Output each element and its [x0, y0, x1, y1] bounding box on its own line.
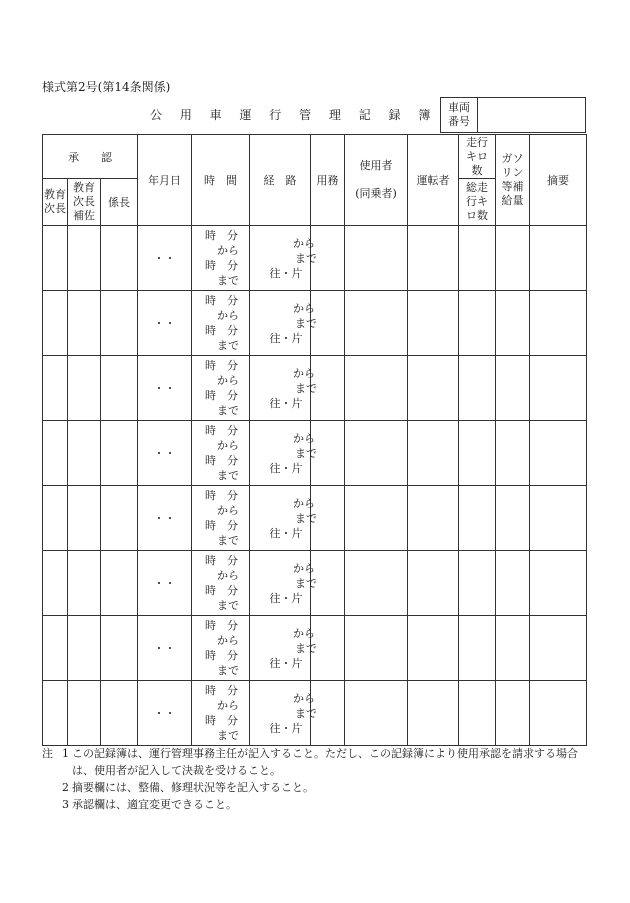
date-placeholder: ・・: [153, 382, 176, 395]
approver-2-cell[interactable]: [68, 291, 101, 356]
time-line: から: [206, 569, 239, 582]
route-cell[interactable]: [250, 421, 317, 486]
date-cell[interactable]: [138, 356, 192, 421]
approver-2-cell[interactable]: [68, 486, 101, 551]
distance-cell[interactable]: [459, 616, 496, 681]
purpose-header: 用務: [311, 135, 345, 226]
note-1: [42, 745, 592, 779]
log-row: [43, 226, 587, 291]
date-placeholder: ・・: [153, 642, 176, 655]
vehicle-number-box: [440, 97, 586, 133]
vehicle-number-label: [441, 98, 478, 133]
fuel-cell[interactable]: [496, 226, 530, 291]
approver-2-cell[interactable]: [68, 226, 101, 291]
distance-cell[interactable]: [459, 681, 496, 746]
fuel-cell[interactable]: [496, 616, 530, 681]
approver-1-cell[interactable]: [43, 616, 68, 681]
note-text: 摘要欄には、整備、修理状況等を記入すること。: [72, 781, 314, 794]
time-cell[interactable]: [192, 551, 250, 616]
time-line: 時 分: [205, 584, 238, 597]
time-line: 時 分: [205, 359, 238, 372]
date-cell[interactable]: [138, 486, 192, 551]
route-line: まで: [284, 511, 317, 525]
route-line: から: [282, 561, 315, 575]
time-line: 時 分: [205, 649, 238, 662]
approver-2-header: [68, 179, 101, 226]
page-title: 公 用 車 運 行 管 理 記 録 簿: [150, 108, 438, 122]
distance-header-text: 走行キロ数: [466, 135, 488, 177]
log-row: [43, 681, 587, 746]
time-line: まで: [206, 469, 239, 482]
approver-3-cell[interactable]: [101, 681, 138, 746]
total-distance-text: 総走行キロ数: [466, 181, 488, 222]
approver-1-header: [43, 179, 68, 226]
note-number: 2: [62, 781, 69, 794]
total-distance-header: [459, 179, 496, 226]
distance-cell[interactable]: [459, 486, 496, 551]
route-line: 往・片: [269, 266, 303, 280]
user-cell[interactable]: [345, 226, 408, 291]
fuel-cell[interactable]: [496, 551, 530, 616]
time-line: まで: [206, 274, 239, 287]
approver-2-cell[interactable]: [68, 421, 101, 486]
fuel-cell[interactable]: [496, 356, 530, 421]
log-table: [42, 134, 587, 746]
time-line: 時 分: [205, 489, 238, 502]
fuel-cell[interactable]: [496, 291, 530, 356]
time-line: 時 分: [205, 229, 238, 242]
route-line: から: [282, 366, 315, 380]
time-line: から: [206, 309, 239, 322]
time-cell[interactable]: [192, 291, 250, 356]
date-cell[interactable]: [138, 421, 192, 486]
time-line: から: [206, 439, 239, 452]
log-row: [43, 551, 587, 616]
note-text: この記録簿は、運行管理事務主任が記入すること。ただし、この記録簿により使用承認を請求する場合は、使用者が記入して決裁を受けること。: [72, 747, 578, 777]
approver-3-cell[interactable]: [101, 291, 138, 356]
user-cell[interactable]: [345, 681, 408, 746]
time-line: 時 分: [205, 454, 238, 467]
route-line: から: [282, 431, 315, 445]
approver-1-cell[interactable]: [43, 291, 68, 356]
time-line: 時 分: [205, 294, 238, 307]
remarks-cell[interactable]: [530, 486, 587, 551]
note-2: [42, 779, 592, 796]
route-line: 往・片: [269, 656, 303, 670]
route-cell[interactable]: [250, 226, 317, 291]
route-line: 往・片: [269, 591, 303, 605]
remarks-cell[interactable]: [530, 421, 587, 486]
log-row: [43, 616, 587, 681]
distance-cell[interactable]: [459, 356, 496, 421]
user-header: [345, 135, 408, 226]
time-line: 時 分: [205, 714, 238, 727]
user-cell[interactable]: [345, 486, 408, 551]
distance-header: [459, 135, 496, 179]
date-cell[interactable]: [138, 226, 192, 291]
remarks-header: 摘要: [530, 135, 587, 226]
log-row: [43, 486, 587, 551]
time-line: 時 分: [205, 684, 238, 697]
date-cell[interactable]: [138, 616, 192, 681]
remarks-cell[interactable]: [530, 226, 587, 291]
time-line: から: [206, 374, 239, 387]
time-line: 時 分: [205, 619, 238, 632]
date-cell[interactable]: [138, 291, 192, 356]
driver-cell[interactable]: [408, 551, 459, 616]
date-header: 年月日: [138, 135, 192, 226]
time-line: まで: [206, 339, 239, 352]
date-cell[interactable]: [138, 551, 192, 616]
time-line: から: [206, 634, 239, 647]
route-line: まで: [284, 381, 317, 395]
route-cell[interactable]: [250, 356, 317, 421]
time-line: 時 分: [205, 324, 238, 337]
approver-1-cell[interactable]: [43, 486, 68, 551]
driver-cell[interactable]: [408, 291, 459, 356]
remarks-cell[interactable]: [530, 616, 587, 681]
route-header: 経 路: [250, 135, 311, 226]
remarks-cell[interactable]: [530, 356, 587, 421]
notes-section: [42, 745, 592, 813]
driver-cell[interactable]: [408, 616, 459, 681]
remarks-cell[interactable]: [530, 551, 587, 616]
log-row: [43, 356, 587, 421]
driver-cell[interactable]: [408, 486, 459, 551]
fuel-cell[interactable]: [496, 421, 530, 486]
distance-cell[interactable]: [459, 226, 496, 291]
vehicle-number-field[interactable]: [478, 98, 586, 133]
user-cell[interactable]: [345, 356, 408, 421]
approver-1-cell[interactable]: [43, 356, 68, 421]
route-line: 往・片: [269, 461, 303, 475]
approver-3-cell[interactable]: [101, 226, 138, 291]
distance-cell[interactable]: [459, 421, 496, 486]
route-line: まで: [284, 576, 317, 590]
approver-1-cell[interactable]: [43, 226, 68, 291]
date-cell[interactable]: [138, 681, 192, 746]
route-line: から: [282, 301, 315, 315]
date-placeholder: ・・: [153, 707, 176, 720]
vehicle-number-label-text: 車両番号: [448, 101, 470, 128]
time-cell[interactable]: [192, 681, 250, 746]
route-line: 往・片: [269, 396, 303, 410]
user-cell[interactable]: [345, 616, 408, 681]
time-line: から: [206, 699, 239, 712]
user-cell[interactable]: [345, 551, 408, 616]
time-cell[interactable]: [192, 226, 250, 291]
time-line: まで: [206, 599, 239, 612]
route-line: 往・片: [269, 331, 303, 345]
approver-2-cell[interactable]: [68, 616, 101, 681]
note-text: 承認欄は、適宜変更できること。: [72, 798, 237, 811]
note-3: [42, 796, 592, 813]
date-placeholder: ・・: [153, 447, 176, 460]
notes-label: 注: [42, 747, 53, 760]
approver-3-cell[interactable]: [101, 616, 138, 681]
approver-2-cell[interactable]: [68, 681, 101, 746]
approver-3-cell[interactable]: [101, 551, 138, 616]
route-cell[interactable]: [250, 551, 317, 616]
route-line: まで: [284, 316, 317, 330]
time-cell[interactable]: [192, 486, 250, 551]
approval-header: 承 認: [43, 135, 138, 179]
approver-2-cell[interactable]: [68, 356, 101, 421]
route-line: から: [282, 626, 315, 640]
time-cell[interactable]: [192, 421, 250, 486]
fuel-header: [496, 135, 530, 226]
route-cell[interactable]: [250, 681, 317, 746]
note-number: 3: [62, 798, 69, 811]
user-cell[interactable]: [345, 421, 408, 486]
date-placeholder: ・・: [153, 512, 176, 525]
route-line: まで: [284, 251, 317, 265]
fuel-header-text: ガソリン等補給量: [501, 152, 524, 207]
approver-2-cell[interactable]: [68, 551, 101, 616]
route-line: まで: [284, 446, 317, 460]
driver-cell[interactable]: [408, 226, 459, 291]
log-row: [43, 421, 587, 486]
time-line: 時 分: [205, 554, 238, 567]
approver-1-cell[interactable]: [43, 681, 68, 746]
date-placeholder: ・・: [153, 317, 176, 330]
approver-1-text: 教育次長: [44, 188, 66, 215]
remarks-cell[interactable]: [530, 681, 587, 746]
date-placeholder: ・・: [153, 577, 176, 590]
user-header-sub: (同乗者): [355, 187, 397, 200]
remarks-cell[interactable]: [530, 291, 587, 356]
form-id: 様式第2号(第14条関係): [42, 80, 171, 94]
time-line: 時 分: [205, 259, 238, 272]
time-header: 時 間: [192, 135, 250, 226]
approver-1-cell[interactable]: [43, 551, 68, 616]
note-number: 1: [62, 747, 69, 760]
time-cell[interactable]: [192, 356, 250, 421]
approver-3-header: 係長: [101, 179, 138, 226]
time-line: まで: [206, 664, 239, 677]
route-line: から: [282, 691, 315, 705]
time-line: まで: [206, 534, 239, 547]
distance-cell[interactable]: [459, 551, 496, 616]
route-line: から: [282, 236, 315, 250]
route-cell[interactable]: [250, 486, 317, 551]
user-header-label: 使用者: [359, 159, 393, 172]
time-line: まで: [206, 404, 239, 417]
route-line: まで: [284, 706, 317, 720]
approver-2-text: 教育次長補佐: [73, 181, 95, 222]
route-cell[interactable]: [250, 616, 317, 681]
route-line: 往・片: [269, 526, 303, 540]
route-line: まで: [284, 641, 317, 655]
driver-cell[interactable]: [408, 681, 459, 746]
log-row: [43, 291, 587, 356]
time-line: 時 分: [205, 389, 238, 402]
time-cell[interactable]: [192, 616, 250, 681]
approver-3-cell[interactable]: [101, 356, 138, 421]
user-cell[interactable]: [345, 291, 408, 356]
date-placeholder: ・・: [153, 252, 176, 265]
time-line: から: [206, 504, 239, 517]
approver-3-cell[interactable]: [101, 421, 138, 486]
distance-cell[interactable]: [459, 291, 496, 356]
driver-header: 運転者: [408, 135, 459, 226]
route-line: から: [282, 496, 315, 510]
time-line: から: [206, 244, 239, 257]
time-line: 時 分: [205, 424, 238, 437]
fuel-cell[interactable]: [496, 681, 530, 746]
route-cell[interactable]: [250, 291, 317, 356]
time-line: 時 分: [205, 519, 238, 532]
approver-3-cell[interactable]: [101, 486, 138, 551]
driver-cell[interactable]: [408, 421, 459, 486]
approver-1-cell[interactable]: [43, 421, 68, 486]
time-line: まで: [206, 729, 239, 742]
fuel-cell[interactable]: [496, 486, 530, 551]
route-line: 往・片: [269, 721, 303, 735]
driver-cell[interactable]: [408, 356, 459, 421]
